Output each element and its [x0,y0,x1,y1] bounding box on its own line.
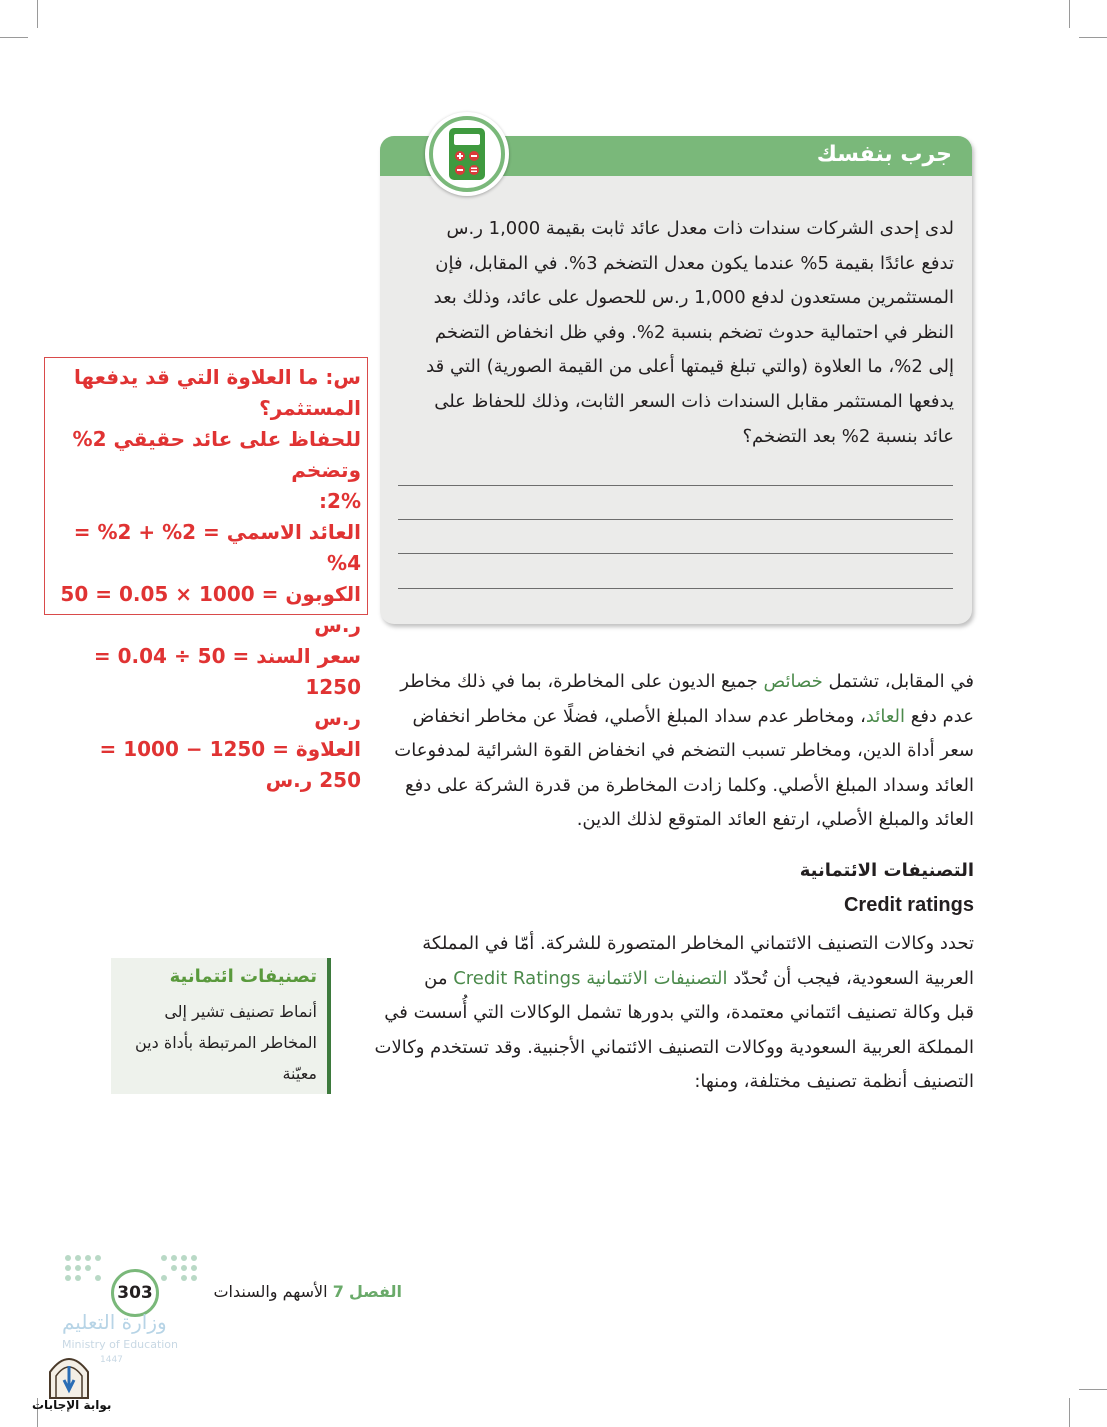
answer-line-text: س: ما العلاوة التي قد يدفعها المستثمر؟ [74,365,361,420]
text-run: من [424,967,454,989]
text-run: ، ومخاطر عدم سداد المبلغ الأصلي، فضلًا عن مخاطر انخفاض [412,705,866,727]
portal-logo-icon [46,1350,92,1400]
crop-mark [0,37,28,38]
section-title-english: Credit ratings [843,894,974,916]
problem-line: عائد بنسبة 2% بعد التضخم؟ [742,425,954,447]
chapter-title: الأسهم والسندات [213,1282,328,1301]
glossary-box [111,958,331,1094]
risk-paragraph [350,665,974,838]
text-run: في المقابل، تشتمل [822,671,974,692]
calculator-icon [425,112,509,196]
answer-line [398,553,953,554]
chapter-number: 7 [332,1282,344,1301]
paragraph-line [350,962,974,997]
calculator-badge [425,112,509,196]
portal-caption: بوابة الإجابات [32,1398,112,1412]
crop-mark [37,0,38,28]
text-run: العربية السعودية، فيجب أن تُحدّد [727,967,974,989]
problem-line: يدفعها المستثمر مقابل السندات ذات السعر الثابت، وذلك للحفاظ على [434,390,954,412]
definition-line: معيّنة [282,1064,317,1083]
term-highlight: العائد [865,705,906,727]
ministry-name-english: Ministry of Education [62,1338,179,1351]
crop-mark [1069,0,1070,28]
term-highlight: التصنيفات الائتمانية Credit Ratings [453,967,728,989]
crop-mark [1079,37,1107,38]
text-run: عدم دفع [905,705,974,727]
glossary-term: تصنيفات ائتمانية [169,966,317,987]
paragraph-line [350,700,974,735]
answer-line-text: العائد الاسمي = 2% + 2% = 4% [73,520,361,575]
answer-line [398,588,953,589]
paragraph-line: المملكة العربية السعودية ووكالات التصنيف الائتماني الأجنبية. وقد تستخدم وكالات [374,1036,974,1058]
glossary-definition [117,996,317,1089]
answer-line-text: الكوبون = 1000 × 0.05 = 50 ر.س [60,582,361,637]
term-highlight: خصائص [763,671,823,692]
problem-line: إلى 2%، ما العلاوة (والتي تبلغ قيمتها أعلى من القيمة الصورية) التي قد [426,356,954,378]
answer-box [44,357,368,792]
paragraph-line: سعر أداة الدين، ومخاطر تسبب التضخم في انخفاض القوة الشرائية لمدفوعات [394,740,974,762]
text-run: جميع الديون على المخاطرة، بما في ذلك مخاطر [400,671,764,692]
answer-line-text: سعر السند = 50 ÷ 0.04 = 1250 [93,644,361,699]
answer-line-text: ر.س [314,706,361,730]
chapter-label: الفصل [348,1282,402,1301]
paragraph-line: التصنيف أنظمة تصنيف مختلفة، ومنها: [694,1071,974,1093]
crop-mark [1069,1398,1070,1427]
definition-line: أنماط تصنيف تشير إلى [164,1002,317,1021]
definition-line: المخاطر المرتبطة بأداة دين [134,1033,317,1052]
credit-ratings-paragraph [350,927,974,1100]
section-title-arabic: التصنيفات الائتمانية [799,860,974,881]
chapter-footer [213,1282,402,1301]
paragraph-line: تحدد وكالات التصنيف الائتماني المخاطر المتصورة للشركة. أمّا في المملكة [422,933,974,954]
paragraph-line [350,665,974,700]
ministry-year: 1447 [100,1355,123,1365]
problem-line: النظر في احتمالية حدوث تضخم بنسبة 2%. وفي ظل انخفاض التضخم [434,321,954,343]
crop-mark [1079,1389,1107,1390]
ministry-name-arabic: وزارة التعليم [62,1310,167,1334]
answer-line [398,519,953,520]
problem-line: المستثمرين مستعدون لدفع 1,000 ر.س للحصول على عائد، وذلك بعد [433,287,954,309]
try-yourself-title: جرب بنفسك [816,142,952,167]
paragraph-line: العائد وسداد المبلغ الأصلي. وكلما زادت المخاطرة من قدرة الشركة على دفع [405,774,974,796]
answer-line [398,485,953,486]
answer-line-text: العلاوة = 1250 − 1000 = 250 ر.س [99,737,361,792]
answer-line-text: 2%: [319,489,361,513]
paragraph-line: العائد والمبلغ الأصلي، ارتفع العائد المتوقع لذلك الدين. [576,809,974,831]
page-number: 303 [111,1269,159,1317]
try-yourself-problem [398,212,954,454]
paragraph-line: قبل وكالة تصنيف ائتماني معتمدة، والتي بدورها تشمل الوكالات التي أُسست في [384,1002,974,1024]
answer-text [51,362,361,796]
problem-line: تدفع عائدًا بقيمة 5% عندما يكون معدل التضخم 3%. في المقابل، فإن [435,252,954,274]
answer-line-text: للحفاظ على عائد حقيقي 2% وتضخم [72,427,361,482]
problem-line: لدى إحدى الشركات سندات ذات معدل عائد ثابت بقيمة 1,000 ر.س [446,218,954,239]
